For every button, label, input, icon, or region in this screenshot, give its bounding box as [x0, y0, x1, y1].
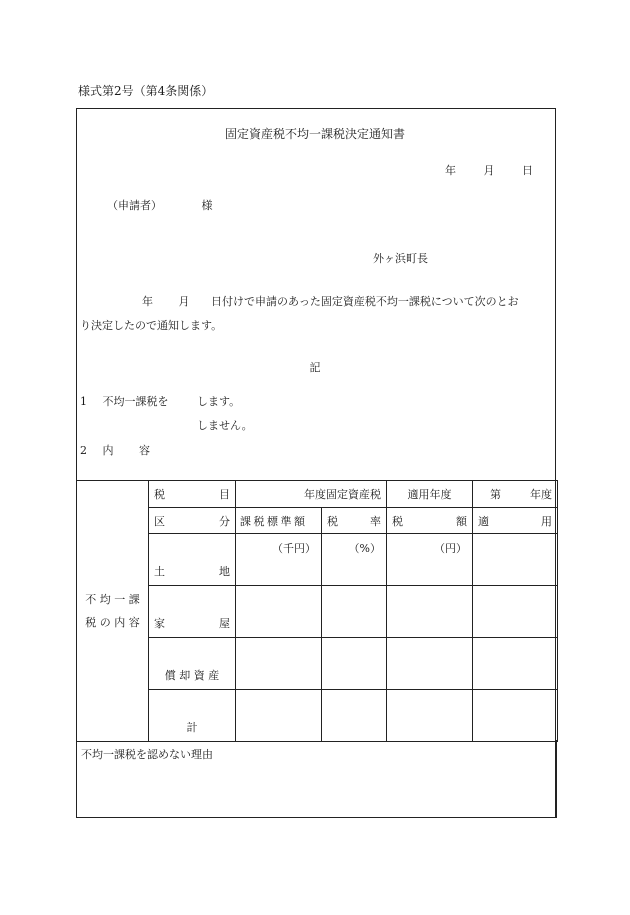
empty-cell: [387, 586, 473, 638]
applicant-honorific: 様: [201, 199, 213, 212]
side-label-line-1: 不 均 一 課: [85, 592, 140, 606]
row-house-a: 家: [154, 617, 165, 630]
body-line-1: [142, 296, 519, 307]
empty-cell: [322, 638, 387, 690]
col-standard-header: 課 税 標 準 額: [236, 508, 322, 534]
date-year-label: 年: [445, 164, 456, 177]
nth-year-label: 年度: [530, 488, 552, 501]
item-1: [80, 396, 169, 407]
row-label-total: 計: [149, 690, 236, 742]
empty-cell: [322, 586, 387, 638]
row-land-a: 土: [154, 565, 165, 578]
item-2-label-b: 容: [139, 444, 150, 457]
item-2: [80, 445, 150, 456]
col-rate-a: 税: [327, 514, 338, 528]
date-line: [445, 165, 533, 176]
col-amount-a: 税: [392, 514, 403, 528]
col-apply-a: 適: [478, 514, 489, 528]
form-id: 様式第2号（第4条関係）: [78, 84, 214, 98]
item-1-number: 1: [80, 395, 87, 408]
body-line-2: り決定したので通知します。: [80, 319, 223, 332]
empty-cell: [387, 638, 473, 690]
tax-year-cell: 年度固定資産税: [236, 481, 387, 508]
applicable-year-label: 適用年度: [407, 488, 452, 501]
col-rate-header: [322, 508, 387, 534]
body-month-label: 月: [178, 295, 190, 308]
empty-cell: [236, 690, 322, 742]
class-label-b: 分: [219, 514, 230, 528]
empty-cell: [387, 690, 473, 742]
nth-year-cell: [473, 481, 558, 508]
nth-label: 第: [490, 488, 501, 501]
row-label-depreciable: 償 却 資 産: [149, 638, 236, 690]
col-amount-b: 額: [456, 514, 467, 528]
side-label-line-2: 税 の 内 容: [85, 616, 140, 629]
body-year-label: 年: [142, 295, 153, 308]
col-apply-b: 用: [541, 514, 552, 528]
class-label-cell: [149, 508, 236, 534]
empty-cell: [473, 638, 558, 690]
table-row: [77, 586, 558, 638]
row-house-b: 屋: [219, 617, 230, 630]
table-row: [77, 534, 558, 586]
applicant-line: [107, 200, 213, 211]
tax-item-label-a: 税: [154, 488, 165, 501]
date-day-label: 日: [522, 164, 533, 177]
table-row: [77, 638, 558, 690]
unit-thousand-yen: （千円）: [236, 534, 322, 586]
empty-cell: [236, 586, 322, 638]
col-rate-b: 率: [370, 514, 381, 528]
body-text-1: 日付けで申請のあった固定資産税不均一課税について次のとお: [211, 295, 519, 308]
tax-detail-table: [76, 480, 558, 742]
item-2-number: 2: [80, 444, 87, 457]
item-2-label-a: 内: [102, 444, 114, 457]
table-row: [77, 690, 558, 742]
row-label-land: [149, 534, 236, 586]
unit-percent: （%）: [322, 534, 387, 586]
table-row-tax-item: [77, 481, 558, 508]
tax-item-label-b: 目: [219, 488, 230, 501]
applicable-year-cell: [387, 481, 473, 508]
item-1-option-2: しません。: [197, 419, 253, 432]
date-month-label: 月: [483, 164, 495, 177]
unit-yen: （円）: [387, 534, 473, 586]
side-label-cell: [77, 481, 149, 742]
row-land-b: 地: [219, 565, 230, 578]
empty-cell: [473, 690, 558, 742]
ki-heading: 記: [309, 361, 321, 374]
col-apply-header: [473, 508, 558, 534]
reason-label: 不均一課税を認めない理由: [81, 748, 213, 761]
applicant-label: （申請者）: [107, 199, 162, 212]
table-row-header: [77, 508, 558, 534]
document-title: 固定資産税不均一課税決定通知書: [224, 127, 405, 141]
item-1-label: 不均一課税を: [102, 395, 169, 408]
reason-box: [76, 740, 557, 818]
empty-cell: [322, 690, 387, 742]
apply-cell: [473, 534, 558, 586]
issuer: 外ヶ浜町長: [373, 252, 428, 265]
col-amount-header: [387, 508, 473, 534]
tax-item-label-cell: [149, 481, 236, 508]
item-1-option-1: します。: [197, 395, 241, 408]
empty-cell: [473, 586, 558, 638]
empty-cell: [236, 638, 322, 690]
row-label-house: [149, 586, 236, 638]
class-label-a: 区: [154, 514, 165, 528]
